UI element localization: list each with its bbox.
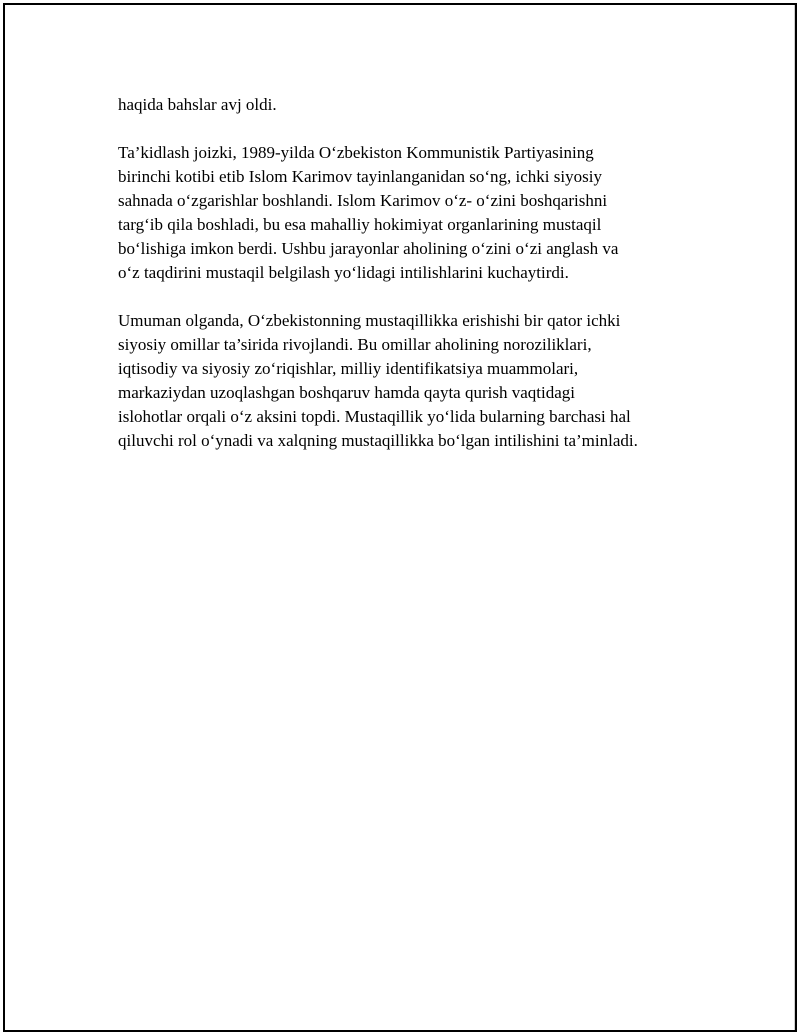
paragraph-line: birinchi kotibi etib Islom Karimov tayinlanganidan so‘ng, ichki siyosiy <box>118 167 602 186</box>
paragraph-line: qiluvchi rol o‘ynadi va xalqning mustaqillikka bo‘lgan intilishini ta’minladi. <box>118 431 638 450</box>
paragraph-line: Ta’kidlash joizki, 1989-yilda O‘zbekiston Kommunistik Partiyasining <box>118 143 594 162</box>
paragraph-line: islohotlar orqali o‘z aksini topdi. Mustaqillik yo‘lida bularning barchasi hal <box>118 407 631 426</box>
document-body <box>118 93 718 477</box>
paragraph-line: sahnada o‘zgarishlar boshlandi. Islom Karimov o‘z- o‘zini boshqarishni <box>118 191 608 210</box>
paragraph-line: iqtisodiy va siyosiy zo‘riqishlar, milliy identifikatsiya muammolari, <box>118 359 579 378</box>
paragraph-line: o‘z taqdirini mustaqil belgilash yo‘lidagi intilishlarini kuchaytirdi. <box>118 263 569 282</box>
paragraph-line: markaziydan uzoqlashgan boshqaruv hamda qayta qurish vaqtidagi <box>118 383 575 402</box>
paragraph-line: targ‘ib qila boshladi, bu esa mahalliy hokimiyat organlarining mustaqil <box>118 215 602 234</box>
paragraph-line: haqida bahslar avj oldi. <box>118 95 277 114</box>
paragraph-2 <box>118 141 718 285</box>
paragraph-line: siyosiy omillar ta’sirida rivojlandi. Bu omillar aholining noroziliklari, <box>118 335 592 354</box>
page-frame <box>3 3 797 1032</box>
paragraph-line: Umuman olganda, O‘zbekistonning mustaqillikka erishishi bir qator ichki <box>118 311 621 330</box>
paragraph-1 <box>118 93 718 117</box>
paragraph-line: bo‘lishiga imkon berdi. Ushbu jarayonlar aholining o‘zini o‘zi anglash va <box>118 239 619 258</box>
paragraph-3 <box>118 309 718 453</box>
